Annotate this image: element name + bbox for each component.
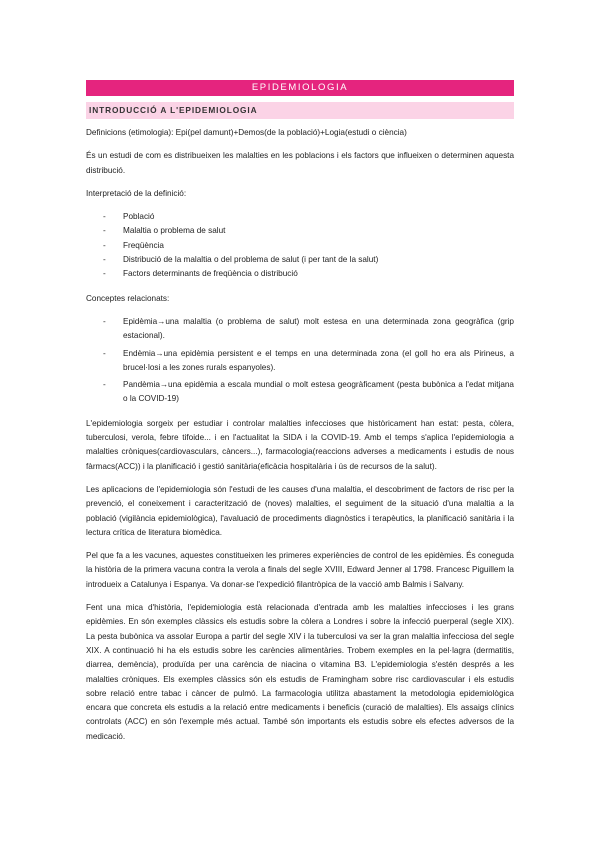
- list-item: - Factors determinants de freqüència o distribució: [86, 267, 514, 281]
- list-item: - Població: [86, 210, 514, 224]
- list-item: - Epidèmia→una malaltia (o problema de salut) molt estesa en una determinada zona geogràfica (grip estacional).: [86, 315, 514, 344]
- list-item: - Pandèmia→una epidèmia a escala mundial o molt estesa geogràficament (pesta bubònica a l'edat mitjana o la COVID-19): [86, 378, 514, 407]
- list-item: - Freqüència: [86, 239, 514, 253]
- document-title: EPIDEMIOLOGIA: [86, 80, 514, 96]
- related-concepts-list: [86, 315, 514, 407]
- origin-paragraph: L'epidemiologia sorgeix per estudiar i controlar malalties infeccioses que històricament han estat: pesta, còlera, tuberculosi, verola, febre tifoide... i en l'actualitat la SIDA i la COVID-19. Amb el temps s'aplica l'epidemiologia a malalties cròniques(cardiovasculars, càncers...), farmacologia(reaccions adverses a medicaments i estudis de nous fàrmacs(ACC)) i la planificació i gestió sanitària(eficàcia hospitalària i ús de recursos de la salut).: [86, 418, 514, 471]
- definitions-paragraph: Definicions (etimologia): Epi(pel damunt)+Demos(de la població)+Logia(estudi o ciència): [86, 128, 407, 137]
- list-item: - Malaltia o problema de salut: [86, 224, 514, 238]
- list-item: - Distribució de la malaltia o del problema de salut (i per tant de la salut): [86, 253, 514, 267]
- vaccines-paragraph: Pel que fa a les vacunes, aquestes constitueixen les primeres experiències de control de les epidèmies. És coneguda la història de la primera vacuna contra la verola a finals del segle XVIII, Edward Jenner al 1798. Francesc Piguillem la introdueix a Catalunya i Espanya. Va donar-se l'expedició filantròpica de la vacció amb Balmis i Salvany.: [86, 551, 514, 589]
- interpretation-list: [86, 210, 514, 281]
- related-concepts-label: Conceptes relacionats:: [86, 293, 170, 303]
- applications-paragraph: Les aplicacions de l'epidemiologia són l'estudi de les causes d'una malaltia, el descobriment de factors de risc per la prevenció, el coneixement i caracterització de (noves) malalties, el seguiment de la situació d'una malaltia a la població (vigilància epidemiològica), l'avaluació de procediments diagnòstics i terapèutics, la planificació sanitària i la lectura crítica de literatura biomèdica.: [86, 484, 514, 537]
- section-heading: INTRODUCCIÓ A L'EPIDEMIOLOGIA: [86, 102, 514, 119]
- list-item: - Endèmia→una epidèmia persistent e el temps en una determinada zona (el goll ho era als Pirineus, a brucel·losi a les zones rurals espanyoles).: [86, 347, 514, 376]
- page-content: [86, 80, 514, 753]
- interpretation-label: Interpretació de la definició:: [86, 188, 187, 198]
- definition-paragraph: És un estudi de com es distribueixen les malalties en les poblacions i els factors que influeixen o determinen aquesta distribució.: [86, 151, 514, 175]
- history-paragraph: Fent una mica d'història, l'epidemiologia està relacionada d'entrada amb les malalties infeccioses i les grans epidèmies. En són exemples clàssics els estudis sobre la còlera a Londres i sobre la infecció puerperal (segle XIX). La pesta bubònica va assolar Europa a partir del segle XIV i la tuberculosi va ser la gran malaltia infecciosa del segle XIX. A continuació hi ha els estudis sobre les carències alimentàries. Trobem exemples en la pel·lagra (dermatitis, diarrea, demència), produïda per una carència de niacina o vitamina B3. L'epidemiologia s'estén després a les malalties cròniques. Els exemples clàssics són els estudis de Framingham sobre risc cardiovascular i els estudis sobre relació entre tabac i càncer de pulmó. La farmacologia utilitza abastament la metodologia epidemiològica encara que concreta els estudis a la relació entre medicaments i beneficis (curació de malalties). Els assaigs clínics controlats (ACC) en són l'exemple més actual. També són importants els estudis sobre els efectes adversos de la medicació.: [86, 603, 514, 741]
